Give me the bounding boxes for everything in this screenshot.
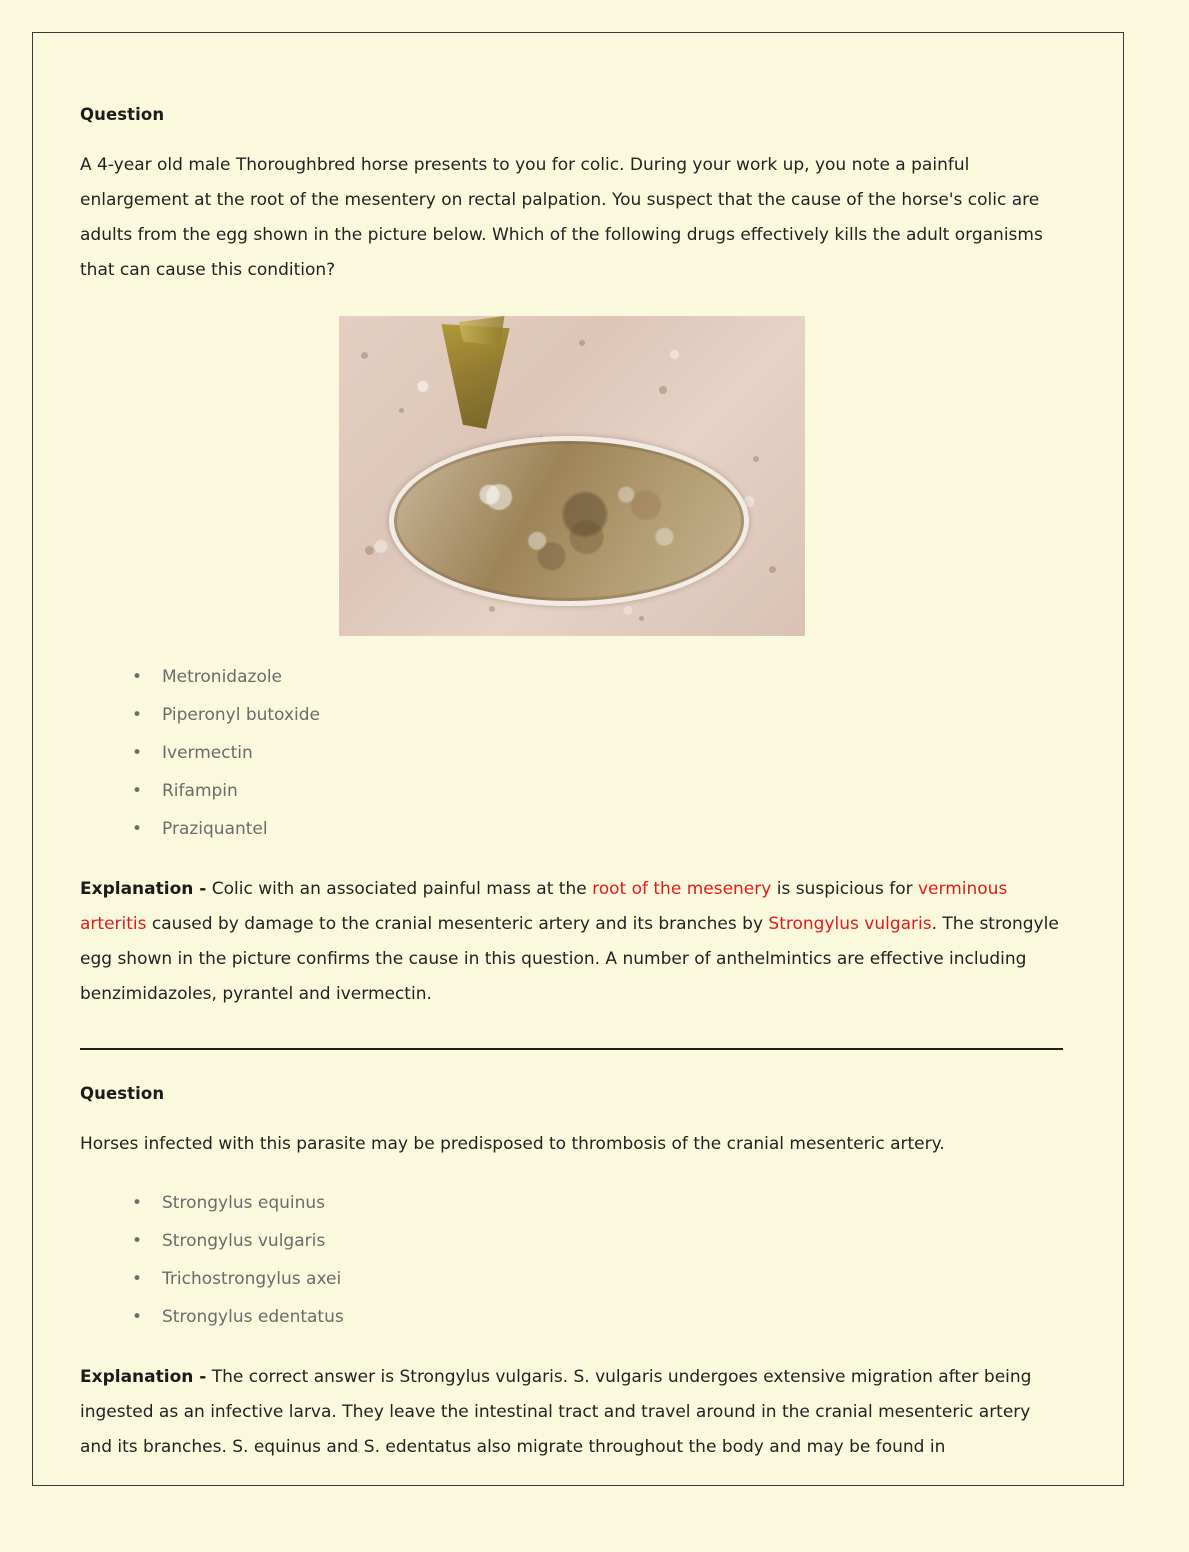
figure-container xyxy=(80,316,1063,636)
debris-speck xyxy=(579,340,585,346)
answer-choice[interactable]: • Piperonyl butoxide xyxy=(120,696,1063,734)
answer-choices-list xyxy=(80,658,1063,848)
answer-choice[interactable]: • Strongylus equinus xyxy=(120,1184,1063,1222)
question-stem: A 4-year old male Thoroughbred horse presents to you for colic. During your work up, you note a painful enlargement at the root of the mesentery on rectal palpation. You suspect that the cause of the horse's colic are adults from the egg shown in the picture below. Which of the following drugs effectively kills the adult organisms that can cause this condition? xyxy=(80,155,1043,280)
question-stem: Horses infected with this parasite may be predisposed to thrombosis of the cranial mesenteric artery. xyxy=(80,1134,945,1154)
explanation-paragraph xyxy=(80,1360,1063,1465)
explanation-paragraph xyxy=(80,872,1063,1012)
explanation-highlight: Strongylus vulgaris xyxy=(768,914,932,934)
debris-speck xyxy=(361,352,368,359)
answer-choice[interactable]: • Rifampin xyxy=(120,772,1063,810)
answer-choice[interactable]: • Strongylus vulgaris xyxy=(120,1222,1063,1260)
debris-speck xyxy=(753,456,759,462)
debris-speck xyxy=(489,606,495,612)
egg-morula xyxy=(410,455,728,587)
explanation-part: The correct answer is Strongylus vulgaris. S. vulgaris undergoes extensive migration after being ingested as an infective larva. They leave the intestinal tract and travel around in the cranial mesenteric artery and its branches. S. equinus and S. edentatus also migrate throughout the body and may be found in xyxy=(80,1367,1032,1457)
answer-choice[interactable]: • Strongylus edentatus xyxy=(120,1298,1063,1336)
document-content xyxy=(33,33,1123,1465)
question-block-2 xyxy=(80,1084,1063,1465)
document-page xyxy=(32,32,1124,1486)
question-heading: Question xyxy=(80,105,165,124)
parasite-egg xyxy=(389,436,749,606)
question-heading: Question xyxy=(80,1084,165,1103)
answer-choice[interactable]: • Metronidazole xyxy=(120,658,1063,696)
debris-speck xyxy=(365,546,374,555)
explanation-part: caused by damage to the cranial mesenteric artery and its branches by xyxy=(146,914,769,934)
debris-speck xyxy=(659,386,667,394)
explanation-label: Explanation - xyxy=(80,879,207,899)
explanation-part: . The strongyle egg shown in the picture confirms the cause in this question. A number of anthelmintics are effective including benzimidazoles, pyrantel and ivermectin. xyxy=(80,914,1059,1004)
explanation-highlight: verminous arteritis xyxy=(80,879,1008,934)
explanation-part: is suspicious for xyxy=(771,879,918,899)
answer-choice[interactable]: • Praziquantel xyxy=(120,810,1063,848)
debris-speck xyxy=(639,616,644,621)
explanation-highlight: root of the mesenery xyxy=(592,879,772,899)
explanation-label: Explanation - xyxy=(80,1367,207,1387)
explanation-part: Colic with an associated painful mass at the xyxy=(206,879,593,899)
strongyle-egg-micrograph xyxy=(339,316,805,636)
answer-choices-list xyxy=(80,1184,1063,1336)
debris-speck xyxy=(769,566,776,573)
answer-choice[interactable]: • Trichostrongylus axei xyxy=(120,1260,1063,1298)
question-block-1 xyxy=(80,105,1063,1012)
answer-choice[interactable]: • Ivermectin xyxy=(120,734,1063,772)
plant-debris-fragment-small xyxy=(459,316,505,346)
debris-speck xyxy=(399,408,404,413)
section-divider xyxy=(80,1048,1063,1050)
